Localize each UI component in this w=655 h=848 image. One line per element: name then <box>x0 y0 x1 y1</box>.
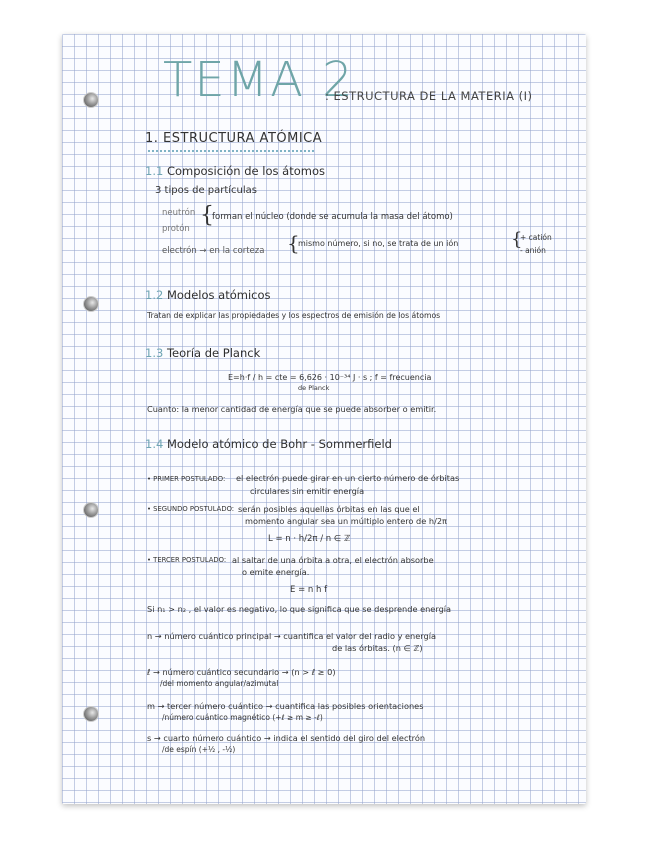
subsection-1-1-title: 1.1 Composición de los átomos <box>145 164 325 178</box>
third-postulate-line1: al saltar de una órbita a otra, el electrón absorbe <box>232 555 434 565</box>
same-number-note: mismo número, si no, se trata de un ión <box>298 239 459 248</box>
subsection-1-4-title: 1.4 Modelo atómico de Bohr - Sommerfield <box>145 437 392 451</box>
negative-energy-note: Si n₁ > n₂ , el valor es negativo, lo que significa que se desprende energía <box>147 604 452 614</box>
heading-underline <box>148 147 314 152</box>
electron-label: electrón → en la corteza <box>162 246 265 256</box>
section-heading: 1. ESTRUCTURA ATÓMICA <box>145 131 323 146</box>
planck-formula: E=h·f / h = cte = 6,626 · 10⁻³⁴ J · s ; f = frecuencia <box>228 373 432 382</box>
quantum-number-n-line2: de las órbitas. (n ∈ ℤ) <box>332 643 423 653</box>
particles-subtitle: 3 tipos de partículas <box>155 185 258 196</box>
binder-hole-2 <box>84 297 98 311</box>
proton-label: protón <box>162 224 190 234</box>
planck-formula-note: de Planck <box>298 384 330 392</box>
neutron-label: neutrón <box>162 208 196 218</box>
third-postulate-label: • TERCER POSTULADO: <box>147 556 227 564</box>
second-postulate-line1: serán posibles aquellas órbitas en las que el <box>238 504 420 514</box>
first-postulate-line1: el electrón puede girar en un cierto número de órbitas <box>236 473 460 483</box>
ion-brace: { <box>511 229 523 250</box>
energy-formula: E = n h f <box>290 585 328 595</box>
binder-hole-1 <box>84 93 98 107</box>
notebook-page <box>62 34 586 804</box>
quantum-number-m-line1: m → tercer número cuántico → cuantifica las posibles orientaciones <box>147 701 424 711</box>
quantum-number-s-line2: /de espín (+½ , -½) <box>162 745 236 754</box>
quantum-number-n-line1: n → número cuántico principal → cuantifica el valor del radio y energía <box>147 631 436 641</box>
binder-hole-3 <box>84 503 98 517</box>
page-subtitle: : ESTRUCTURA DE LA MATERIA (I) <box>325 89 533 103</box>
models-description: Tratan de explicar las propiedades y los espectros de emisión de los átomos <box>147 311 441 320</box>
nucleus-note: forman el núcleo (donde se acumula la masa del átomo) <box>212 212 453 222</box>
binder-hole-4 <box>84 707 98 721</box>
first-postulate-label: • PRIMER POSTULADO: <box>147 475 226 483</box>
cation-label: + catión <box>520 233 552 242</box>
electron-brace: { <box>287 231 300 255</box>
first-postulate-line2: circulares sin emitir energía <box>250 486 365 496</box>
subsection-1-2-title: 1.2 Modelos atómicos <box>145 288 271 302</box>
quantum-number-l-line2: /del momento angular/azimutal <box>160 679 279 688</box>
cuanto-definition: Cuanto: la menor cantidad de energía que se puede absorber o emitir. <box>147 404 437 414</box>
page-title: TEMA 2 <box>163 52 355 108</box>
third-postulate-line2: o emite energía. <box>242 567 310 577</box>
quantum-number-m-line2: /número cuántico magnético (+ℓ ≥ m ≥ -ℓ) <box>162 713 323 722</box>
second-postulate-label: • SEGUNDO POSTULADO: <box>147 505 235 513</box>
nucleus-brace: { <box>200 203 214 228</box>
anion-label: - anión <box>520 246 546 255</box>
quantum-number-l-line1: ℓ → número cuántico secundario → (n > ℓ ≥ 0) <box>147 667 336 677</box>
second-postulate-line2: momento angular sea un múltiplo entero de h/2π <box>245 516 447 526</box>
angular-momentum-formula: L = n · h/2π / n ∈ ℤ <box>268 534 351 544</box>
subsection-1-3-title: 1.3 Teoría de Planck <box>145 346 261 360</box>
quantum-number-s-line1: s → cuarto número cuántico → indica el sentido del giro del electrón <box>147 733 426 743</box>
